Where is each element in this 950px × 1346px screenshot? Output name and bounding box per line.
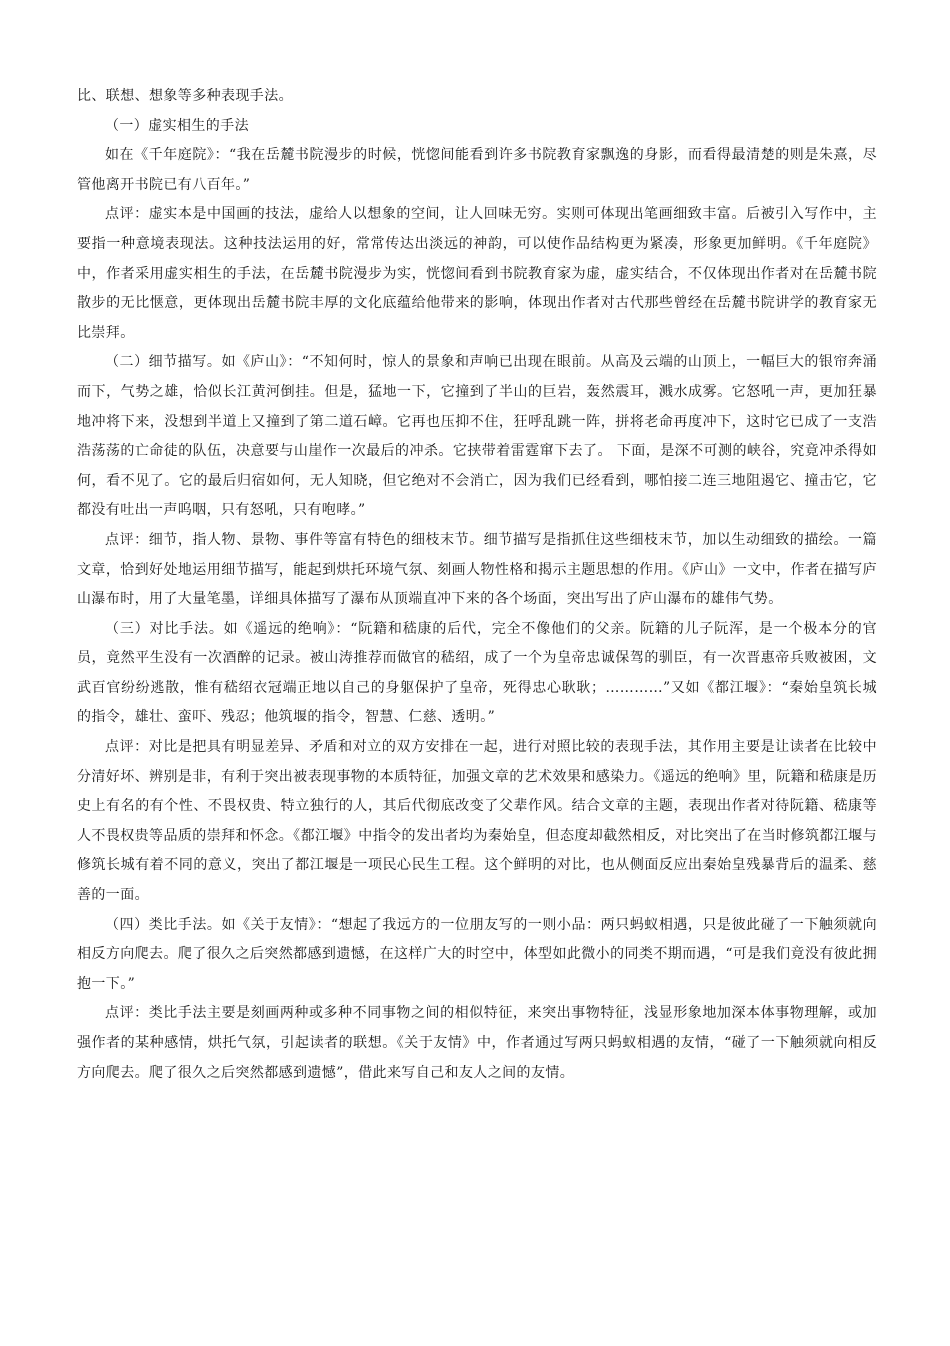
section-paragraph-3: （三）对比手法。如《遥远的绝响》：“阮籍和嵇康的后代，完全不像他们的父亲。阮籍的儿子阮浑，是一个极本分的官员，竟然平生没有一次酒醉的记录。被山涛推荐而做官的嵇绍，成了一个为皇帝忠诚保驾的驯臣，有一次晋惠帝兵败被困，文武百官纷纷逃散，惟有嵇绍衣冠端正地以自己的身躯保护了皇帝，死得忠心耿耿；…………”又如《都江堰》：“秦始皇筑长城的指令，雄壮、蛮吓、残忍；他筑堰的指令，智慧、仁慈、透明。” [77,620,877,726]
commentary-paragraph-2: 点评：细节，指人物、景物、事件等富有特色的细枝末节。细节描写是指抓住这些细枝末节，加以生动细致的描绘。一篇文章，恰到好处地运用细节描写，能起到烘托环境气氛、刻画人物性格和揭示主题思想的作用。《庐山》一文中，作者在描写庐山瀑布时，用了大量笔墨，详细具体描写了瀑布从顶端直冲下来的各个场面，突出写出了庐山瀑布的雄伟气势。 [77,531,877,608]
section-heading-1: （一）虚实相生的手法 [105,117,249,134]
example-paragraph-1: 如在《千年庭院》：“我在岳麓书院漫步的时候，恍惚间能看到许多书院教育家飘逸的身影，而看得最清楚的则是朱熹，尽管他离开书院已有八百年。” [77,147,877,193]
paragraph-intro-tail: 比、联想、想象等多种表现手法。 [77,88,293,104]
commentary-paragraph-1: 点评：虚实本是中国画的技法，虚给人以想象的空间，让人回味无穷。实则可体现出笔画细致丰富。后被引入写作中，主要指一种意境表现法。这种技法运用的好，常常传达出淡远的神韵，可以使作品结构更为紧凑，形象更加鲜明。《千年庭院》中，作者采用虚实相生的手法，在岳麓书院漫步为实，恍惚间看到书院教育家为虚，虚实结合，不仅体现出作者对在岳麓书院散步的无比惬意，更体现出岳麓书院丰厚的文化底蕴给他带来的影响，体现出作者对古代那些曾经在岳麓书院讲学的教育家无比崇拜。 [77,206,877,341]
section-paragraph-4: （四）类比手法。如《关于友情》：“想起了我远方的一位朋友写的一则小品：两只蚂蚁相遇，只是彼此碰了一下触须就向相反方向爬去。爬了很久之后突然都感到遗憾，在这样广大的时空中，体型如此微小的同类不期而遇，“可是我们竟没有彼此拥抱一下。” [77,916,877,992]
section-paragraph-2: （二）细节描写。如《庐山》：“不知何时，惊人的景象和声响已出现在眼前。从高及云端的山顶上，一幅巨大的银帘奔涌而下，气势之雄，恰似长江黄河倒挂。但是，猛地一下，它撞到了半山的巨岩，轰然震耳，溅水成雾。它怒吼一声，更加狂暴地冲将下来，没想到半道上又撞到了第二道石嶂。它再也压抑不住，狂呼乱跳一阵，拼将老命再度冲下，这时它已成了一支浩浩荡荡的亡命徒的队伍，决意要与山崖作一次最后的冲杀。它挟带着雷霆窜下去了。 下面，是深不可测的峡谷，究竟冲杀得如何，看不见了。它的最后归宿如何，无人知晓，但它绝对不会消亡，因为我们已经看到，哪怕接二连三地阻遏它、撞击它，它都没有吐出一声呜咽，只有怒吼，只有咆哮。” [77,354,877,519]
document-body [77,82,877,1088]
commentary-paragraph-4: 点评：类比手法主要是刻画两种或多种不同事物之间的相似特征，来突出事物特征，浅显形象地加深本体事物理解，或加强作者的某种感情，烘托气氛，引起读者的联想。《关于友情》中，作者通过写两只蚂蚁相遇的友情，“碰了一下触须就向相反方向爬去。爬了很久之后突然都感到遗憾”，借此来写自己和友人之间的友情。 [77,1005,877,1081]
commentary-paragraph-3: 点评：对比是把具有明显差异、矛盾和对立的双方安排在一起，进行对照比较的表现手法，其作用主要是让读者在比较中分清好坏、辨别是非，有利于突出被表现事物的本质特征，加强文章的艺术效果和感染力。《遥远的绝响》里，阮籍和嵇康是历史上有名的有个性、不畏权贵、特立独行的人，其后代彻底改变了父辈作风。结合文章的主题，表现出作者对待阮籍、嵇康等人不畏权贵等品质的崇拜和怀念。《都江堰》中指令的发出者均为秦始皇，但态度却截然相反，对比突出了在当时修筑都江堰与修筑长城有着不同的意义，突出了都江堰是一项民心民生工程。这个鲜明的对比，也从侧面反应出秦始皇残暴背后的温柔、慈善的一面。 [77,739,877,904]
